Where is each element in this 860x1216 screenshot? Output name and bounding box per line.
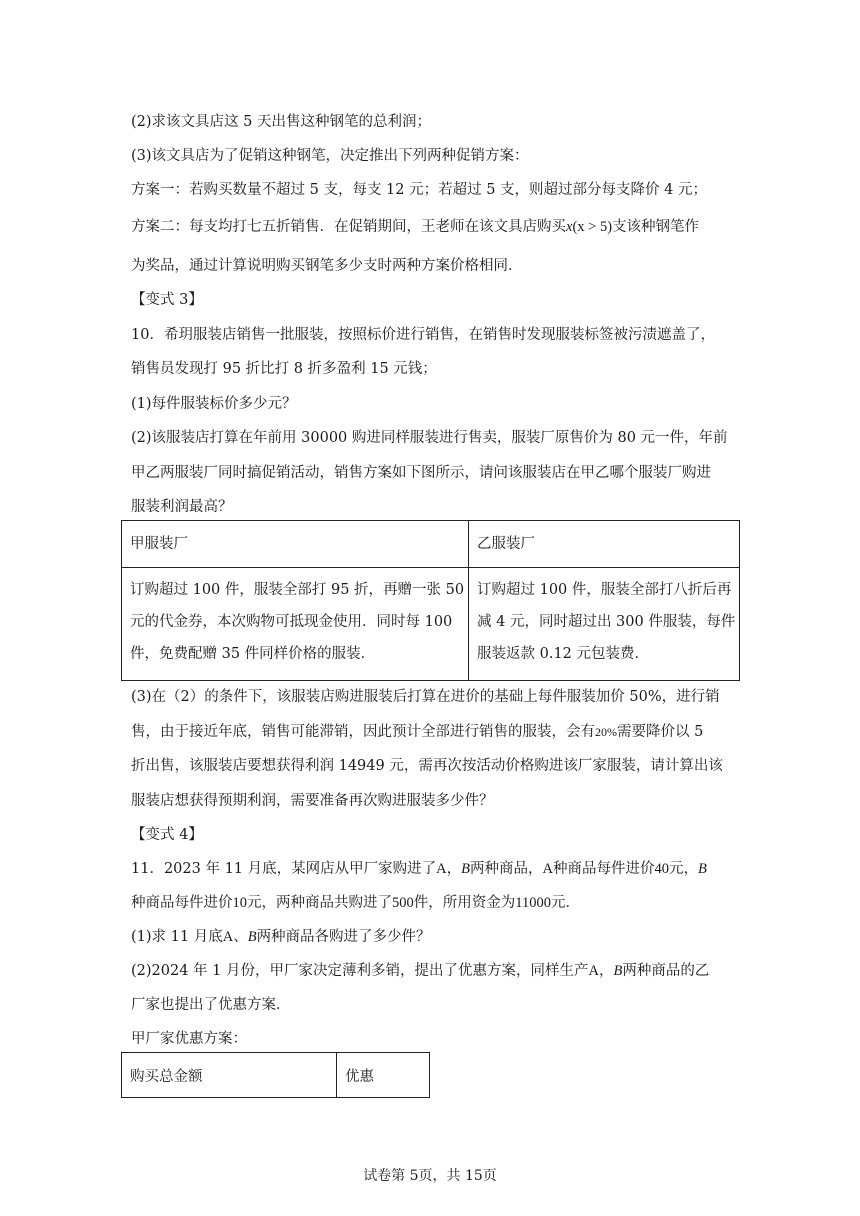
variant-4-heading: 【变式 4】 xyxy=(131,827,203,843)
plan-two-text: 方案二：每支均打七五折销售．在促销期间，王老师在该文具店购买 xyxy=(131,219,566,235)
question-10-line-2: 销售员发现打 95 折比打 8 折多盈利 15 元钱； xyxy=(131,361,437,377)
text-segment: 元，两种商品共购进了 xyxy=(247,895,392,911)
question-10-part-3-line-4: 服装店想获得预期利润，需要准备再次购进服装多少件？ xyxy=(131,793,494,809)
table-cell-jia-offer xyxy=(122,568,469,681)
question-10-part-1: (1)每件服装标价多少元？ xyxy=(131,396,297,412)
text-segment: 种商品每件进价 xyxy=(131,895,233,911)
page-footer: 试卷第 5页，共 15页 xyxy=(363,1168,497,1184)
yi-offer-row: 服装返款 0.12 元包装费． xyxy=(477,646,650,662)
jia-offer-row: 订购超过 100 件，服装全部打 95 折，再赠一张 50 xyxy=(130,582,465,598)
jia-offer-row: 件，免费配赠 35 件同样价格的服装． xyxy=(130,646,376,662)
text-segment: 种商品每件进价 xyxy=(552,861,655,877)
text-segment: 件，所用资金为 xyxy=(413,895,516,911)
text-segment: 售，由于接近年底，销售可能滞销，因此预计全部进行销售的服装，会有 xyxy=(131,724,595,740)
question-11-line-1 xyxy=(131,859,707,879)
question-10-part-2-line-2: 甲乙两服装厂同时搞促销活动，销售方案如下图所示，请问该服装店在甲乙哪个服装厂购进 xyxy=(131,465,711,481)
question-11-part-2-line-2: 厂家也提出了优惠方案． xyxy=(131,997,291,1013)
question-10-part-3-line-2 xyxy=(131,722,703,742)
funds-11000: 11000 xyxy=(515,895,551,911)
text-segment: 两种商品的乙 xyxy=(622,963,710,979)
text-segment: 两种商品， xyxy=(469,861,543,877)
question-10-part-3-line-3: 折出售，该服装店要想获得利润 14949 元，需再次按活动价格购进该厂家服装，请计算出该 xyxy=(131,758,723,774)
question-10-part-3-line-1: (3)在（2）的条件下，该服装店购进服装后打算在进价的基础上每件服装加价 50%，进行销 xyxy=(131,689,720,705)
price-40: 40 xyxy=(654,861,669,877)
price-10: 10 xyxy=(232,895,247,911)
product-a: A xyxy=(436,861,447,877)
plan-two-continuation: 为奖品，通过计算说明购买钢笔多少支时两种方案价格相同． xyxy=(131,258,523,274)
text-segment: 需要降价以 5 xyxy=(617,724,704,740)
table-header-total-amount: 购买总金额 xyxy=(122,1053,337,1098)
question-11-part-1 xyxy=(131,927,431,947)
variant-3-heading: 【变式 3】 xyxy=(131,292,203,308)
product-a: A xyxy=(222,929,234,945)
text-segment: (2)2024 年 1 月份，甲厂家决定薄利多销，提出了优惠方案，同样生产 xyxy=(131,963,589,979)
question-10-part-2-line-3: 服装利润最高？ xyxy=(131,499,233,515)
text-segment: 、 xyxy=(233,929,248,945)
product-b: B xyxy=(613,963,623,979)
product-b: B xyxy=(461,861,470,877)
jia-factory-plan-label: 甲厂家优惠方案： xyxy=(131,1031,247,1047)
jia-offer-row: 元的代金券，本次购物可抵现金使用．同时每 100 xyxy=(130,614,453,630)
yi-offer-row: 订购超过 100 件，服装全部打八折后再 xyxy=(477,582,732,598)
table-header-discount: 优惠 xyxy=(337,1053,430,1098)
discount-table xyxy=(121,1052,430,1098)
plan-two-line xyxy=(131,217,699,237)
factory-promotion-table xyxy=(121,520,740,681)
variable-x: x xyxy=(566,219,573,235)
plan-one-text: 方案一：若购买数量不超过 5 支，每支 12 元；若超过 5 支，则超过部分每支降价 4 元； xyxy=(131,182,707,198)
question-9-part-3: (3)该文具店为了促销这种钢笔，决定推出下列两种促销方案： xyxy=(131,148,529,164)
question-11-part-2-line-1 xyxy=(131,961,709,981)
percent-value: 20% xyxy=(595,725,617,739)
question-10-part-2-line-1: (2)该服装店打算在年前用 30000 购进同样服装进行售卖，服装厂原售价为 80 元一件，年前 xyxy=(131,430,728,446)
text-segment: ， xyxy=(598,963,614,979)
table-header-jia: 甲服装厂 xyxy=(122,521,469,568)
plan-two-text-end: 支该种钢笔作 xyxy=(612,219,700,235)
text-segment: 两种商品各购进了多少件？ xyxy=(256,929,431,945)
table-header-yi: 乙服装厂 xyxy=(469,521,740,568)
question-11-line-2 xyxy=(131,893,580,913)
question-9-part-2: (2)求该文具店这 5 天出售这种钢笔的总利润； xyxy=(131,114,431,130)
text-segment: 元． xyxy=(550,895,580,911)
text-segment: (1)求 11 月底 xyxy=(131,929,223,945)
product-a: A xyxy=(588,963,599,979)
product-a: A xyxy=(542,861,553,877)
table-cell-yi-offer xyxy=(469,568,740,681)
product-b: B xyxy=(697,861,707,877)
question-10-line-1: 10．希玥服装店销售一批服装，按照标价进行销售，在销售时发现服装标签被污渍遮盖了， xyxy=(131,327,715,343)
product-b: B xyxy=(247,929,257,945)
text-segment: 11．2023 年 11 月底，某网店从甲厂家购进了 xyxy=(131,861,437,877)
quantity-500: 500 xyxy=(392,895,414,911)
text-segment: ， xyxy=(446,861,462,877)
condition-x-gt-5: (x > 5) xyxy=(572,219,613,235)
text-segment: 元， xyxy=(668,861,698,877)
yi-offer-row: 减 4 元，同时超过出 300 件服装，每件 xyxy=(477,614,736,630)
